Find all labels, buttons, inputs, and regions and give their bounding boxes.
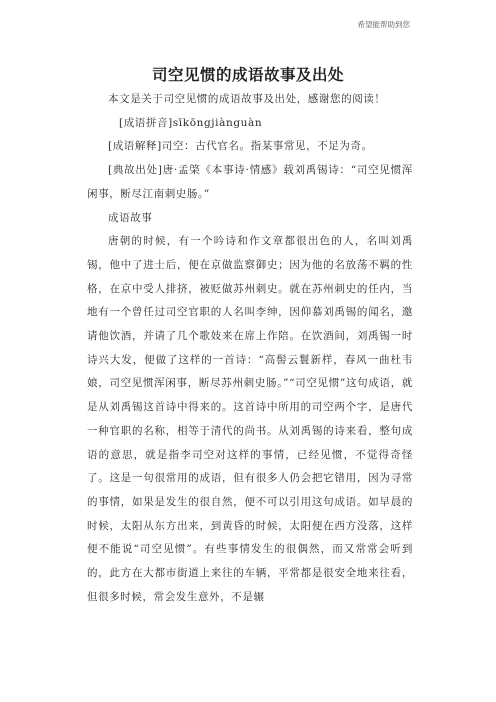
section-heading: 成语故事: [108, 211, 153, 224]
header-note: 希望能帮助到您: [357, 20, 410, 29]
explanation-paragraph: [成语解释]司空：古代官名。指某事常见，不足为奇。: [108, 140, 373, 153]
source-paragraph: [典故出处]唐·孟棨《本事诗·情感》载刘禹锡诗：“司空见惯浑闲事，断尽江南刺史肠。”: [87, 164, 413, 200]
intro-paragraph: 本文是关于司空见惯的成语故事及出处，感谢您的阅读！: [108, 93, 386, 105]
document-body: [87, 88, 413, 609]
pinyin-paragraph: [成语拼音]sīkōngjiànguàn: [119, 116, 263, 129]
story-paragraph: 唐朝的时候，有一个吟诗和作文章都很出色的人，名叫刘禹锡，他中了进士后，便在京做监察御史；因为他的名放荡不羁的性格，在京中受人排挤，被贬做苏州刺史。就在苏州刺史的任内，当地有一个曾任过司空官职的人名叫李绅，因仰慕刘禹锡的闻名，邀请他饮酒，并请了几个歌妓来在席上作陪。在饮酒间，刘禹锡一时诗兴大发，便做了这样的一首诗：“高髻云鬟新样，春风一曲杜韦娘，司空见惯浑闲事，断尽苏州刺史肠。”“司空见惯”这句成语，就是从刘禹锡这首诗中得来的。这首诗中所用的司空两个字，是唐代一种官职的名称，相等于清代的尚书。从刘禹锡的诗来看，整句成语的意思，就是指李司空对这样的事情，已经见惯，不觉得奇怪了。这是一句很常用的成语，但有很多人仍会把它错用，因为寻常的事情，如果是发生的很自然，便不可以引用这句成语。如早晨的时候，太阳从东方出来，到黄昏的时候，太阳便在西方没落，这样便不能说“司空见惯”。有些事情发生的很偶然，而又常常会听到的，此方在大都市街道上来往的车辆，平常都是很安全地来往看，但很多时候，常会发生意外，不是辗: [87, 235, 413, 603]
document-title: 司空见惯的成语故事及出处: [151, 66, 344, 84]
